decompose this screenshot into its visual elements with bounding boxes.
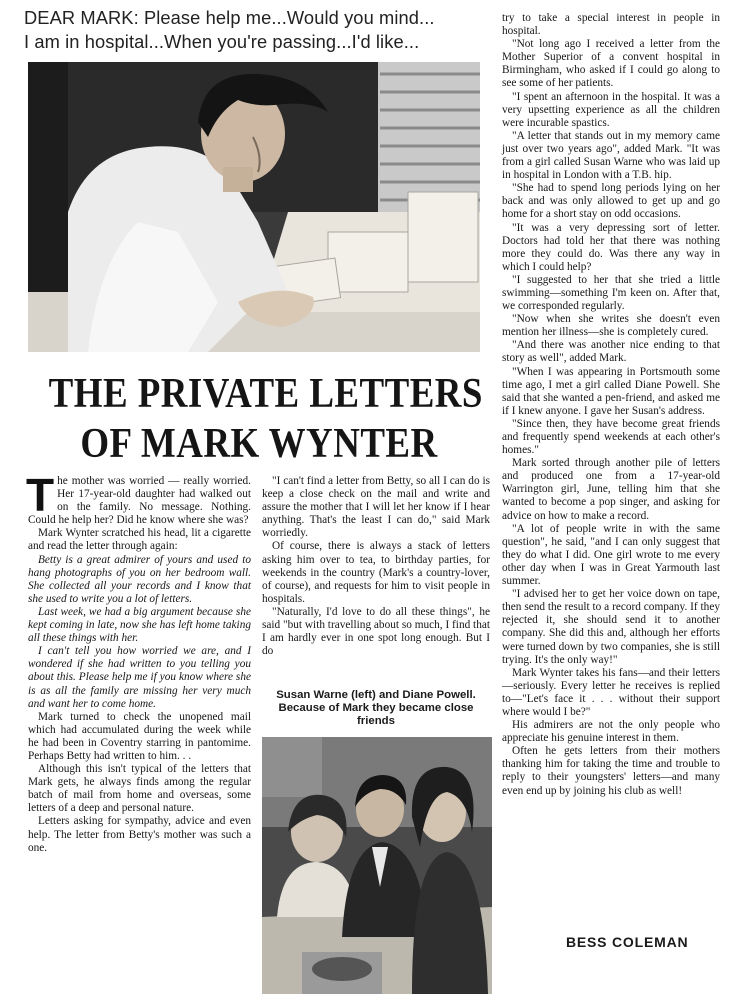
author-byline: BESS COLEMAN bbox=[566, 934, 689, 950]
quoted-letter-paragraph: Last week, we had a big argument because she kept coming in late, now she has left home taking all these things with her. bbox=[28, 605, 251, 645]
paragraph: Mark Wynter takes his fans—and their letters—seriously. Every letter he receives is replied to—"Let's face it . . . without their support where would I be?" bbox=[502, 666, 720, 718]
paragraph: "And there was another nice ending to that story as well", added Mark. bbox=[502, 339, 720, 365]
paragraph: try to take a special interest in people in hospital. bbox=[502, 12, 720, 38]
paragraph: "Not long ago I received a letter from the Mother Superior of a convent hospital in Birmingham, who asked if I could go along to see some of her patients. bbox=[502, 38, 720, 90]
paragraph: "I suggested to her that she tried a little swimming—something I'm keen on. After that, we corresponded regularly. bbox=[502, 273, 720, 313]
paragraph: Of course, there is always a stack of letters asking him over to tea, to birthday parties, for weekends in the country (Mark's a country-lover, of course), and requests for him to visit people in hospitals. bbox=[262, 540, 490, 605]
paragraph: Letters asking for sympathy, advice and even help. The letter from Betty's mother was such a one. bbox=[28, 815, 251, 854]
paragraph: The mother was worried — really worried. Her 17-year-old daughter had walked out on the family. No message. Nothing. Could he help her? Did he know where she was? bbox=[26, 469, 251, 527]
headline-line-1: THE PRIVATE LETTERS bbox=[48, 371, 483, 417]
paragraph: Mark turned to check the unopened mail which had accumulated during the week while he had been in Coventry starring in pantomime. Perhaps Betty had written to him. . . bbox=[28, 710, 251, 762]
photo-caption: Susan Warne (left) and Diane Powell. Because of Mark they became close friends bbox=[276, 689, 476, 727]
paragraph: "I spent an afternoon in the hospital. It was a very upsetting experience as all the children were incurable spastics. bbox=[502, 90, 720, 129]
article-column-3 bbox=[502, 12, 720, 798]
paragraph: "She had to spend long periods lying on her back and was only allowed to get up and go home for a short stay on odd occasions. bbox=[502, 182, 720, 221]
headline bbox=[20, 368, 498, 468]
paragraph: "Now when she writes she doesn't even mention her illness—she is completely cured. bbox=[502, 313, 720, 339]
paragraph: "I can't find a letter from Betty, so all I can do is keep a close check on the mail and write and assure the mother that I will let her know if I hear anything. That's the least I can do," said Mark worriedly. bbox=[262, 475, 490, 540]
paragraph: "Since then, they have become great friends and frequently spend weekends at each other's homes." bbox=[502, 417, 720, 457]
photo-susan-mark-diane bbox=[262, 737, 492, 994]
paragraph: His admirers are not the only people who appreciate his genuine interest in them. bbox=[502, 719, 720, 745]
paragraph: Although this isn't typical of the letters that Mark gets, he always finds among the regular batch of mail from home and overseas, some letters of a deep and personal nature. bbox=[28, 763, 251, 815]
drop-cap: T bbox=[26, 469, 55, 521]
quoted-letter-paragraph: I can't tell you how worried we are, and I wondered if she had written to you telling you about this. Please help me if you know where she is as all the family are missing her very much and want her to come home. bbox=[28, 645, 251, 710]
paragraph: "A lot of people write in with the same question", he said, "and I can only suggest that they do what I did. One girl wrote to me every other day when I was in Great Yarmouth last summer. bbox=[502, 522, 720, 588]
paragraph: "Naturally, I'd love to do all these things", he said "but with travelling about so much, I find that I am hardly ever in one spot long enough. But I do bbox=[262, 605, 491, 658]
paragraph: "When I was appearing in Portsmouth some time ago, I met a girl called Diane Powell. She said that she wanted a pen-friend, and asked me if I knew anyone. I gave her Susan's address. bbox=[502, 365, 720, 417]
paragraph: Mark sorted through another pile of letters and produced one from a 17-year-old Warrington girl, June, telling him that she wanted to become a pop singer, and asking for advice on how to make a record. bbox=[502, 457, 720, 522]
paragraph: "It was a very depressing sort of letter. Doctors had told her that there was nothing more they could do. Was there any way in which I could help? bbox=[502, 221, 720, 273]
article-column-1 bbox=[26, 469, 251, 855]
article-column-2 bbox=[262, 475, 490, 658]
quoted-letter-paragraph: Betty is a great admirer of yours and used to hang photographs of you on her bedroom wall. She collected all your records and I know that she used to write you a lot of letters. bbox=[28, 553, 251, 605]
photo-mark-writing bbox=[28, 62, 480, 352]
headline-line-2: OF MARK WYNTER bbox=[80, 421, 438, 467]
paragraph: "A letter that stands out in my memory came just over two years ago", added Mark. "It was from a girl called Susan Warne who was laid up in hospital in London with a T.B. hip. bbox=[502, 129, 720, 182]
kicker-line-1: DEAR MARK: Please help me...Would you mind... bbox=[24, 7, 435, 28]
kicker-header bbox=[24, 6, 494, 54]
paragraph: Mark Wynter scratched his head, lit a cigarette and read the letter through again: bbox=[28, 527, 251, 553]
paragraph: Often he gets letters from their mothers thanking him for taking the time and trouble to reply to their youngsters' letters—and many even end up by joining his club as well! bbox=[502, 745, 720, 797]
paragraph: "I advised her to get her voice down on tape, then send the result to a record company. If they rejected it, she should send it to another company. She did this and, although her efforts were turned down by two companies, she is still trying. It's the only way!" bbox=[502, 588, 720, 666]
kicker-line-2: I am in hospital...When you're passing...I'd like... bbox=[24, 31, 420, 52]
